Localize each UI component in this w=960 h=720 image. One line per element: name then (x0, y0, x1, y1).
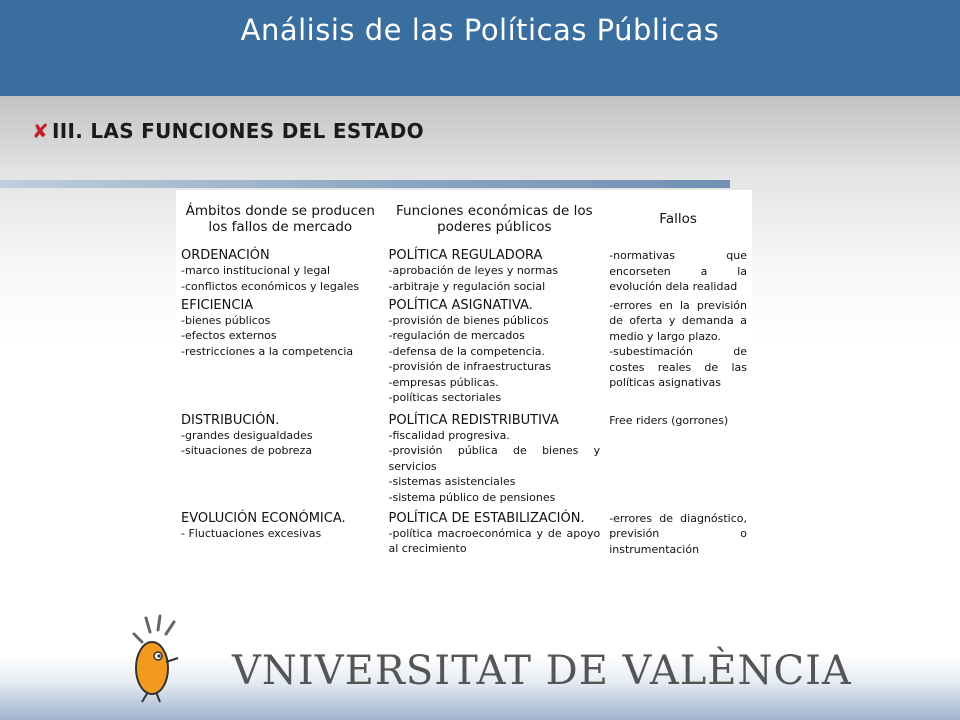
funcion-title: POLÍTICA REDISTRIBUTIVA (388, 412, 559, 428)
table-row (177, 410, 752, 508)
fallos-cell (605, 295, 752, 410)
table-header-ambitos: Ámbitos donde se producen los fallos de mercado (177, 191, 385, 246)
university-logo: VNIVERSITAT DE VALÈNCIA (232, 648, 852, 694)
ambito-item: -marco institucional y legal (181, 264, 331, 277)
ambito-item: -restricciones a la competencia (181, 344, 354, 358)
fallos-cell (605, 410, 752, 508)
x-bullet-icon: ✘ (32, 119, 49, 143)
funcion-item: -empresas públicas. (388, 375, 499, 389)
divider-rule (0, 180, 730, 188)
ambito-item: -situaciones de pobreza (181, 444, 313, 457)
table-row (177, 246, 752, 296)
ambito-title: DISTRIBUCIÓN. (181, 412, 280, 428)
functions-table (176, 190, 752, 575)
ambito-cell (177, 410, 385, 508)
funcion-item: -política macroeconómica y de apoyo al crecimiento (388, 526, 601, 555)
funcion-cell (384, 295, 605, 410)
funcion-item: -políticas sectoriales (388, 391, 502, 404)
funcion-item: -provisión pública de bienes y servicios (388, 444, 601, 473)
functions-table-container (176, 190, 752, 598)
funcion-item: -defensa de la competencia. (388, 344, 545, 358)
funcion-item: -fiscalidad progresiva. (388, 428, 510, 442)
title-bar (0, 0, 960, 96)
ambito-title: EVOLUCIÓN ECONÓMICA. (181, 510, 346, 526)
ambito-item: -bienes públicos (181, 313, 271, 327)
ambito-item: -efectos externos (181, 329, 277, 342)
ambito-item: -grandes desigualdades (181, 428, 313, 442)
ambito-cell (177, 508, 385, 574)
funcion-title: POLÍTICA REGULADORA (388, 248, 543, 263)
section-heading (32, 118, 424, 144)
table-header-funciones: Funciones económicas de los poderes públicos (384, 191, 605, 246)
funcion-title: POLÍTICA ASIGNATIVA. (388, 297, 533, 313)
fallos-item: -errores de diagnóstico, previsión o instrumentación (609, 511, 747, 556)
funcion-item: -provisión de infraestructuras (388, 360, 552, 373)
fallos-item: -normativas que encorseten a la evolución dela realidad (609, 249, 747, 293)
funcion-cell (384, 508, 605, 574)
funcion-item: -sistemas asistenciales (388, 475, 516, 488)
slide-title: Análisis de las Políticas Públicas (240, 13, 720, 47)
mascot-icon (128, 612, 192, 708)
ambito-cell (177, 295, 385, 410)
funcion-cell (384, 246, 605, 296)
fallos-item: Free riders (gorrones) (609, 413, 729, 427)
fallos-cell (605, 246, 752, 296)
fallos-cell (605, 508, 752, 574)
funcion-item: -aprobación de leyes y normas (388, 264, 559, 277)
table-row (177, 295, 752, 410)
funcion-item: -sistema público de pensiones (388, 490, 556, 504)
funcion-cell (384, 410, 605, 508)
table-header-fallos: Fallos (605, 191, 752, 246)
ambito-title: ORDENACIÓN (181, 248, 270, 263)
funcion-item: -regulación de mercados (388, 329, 525, 342)
fallos-item: -subestimación de costes reales de las políticas asignativas (609, 345, 747, 389)
ambito-cell (177, 246, 385, 296)
ambito-item: - Fluctuaciones excesivas (181, 526, 322, 540)
table-row (177, 508, 752, 574)
funcion-item: -provisión de bienes públicos (388, 313, 549, 327)
funcion-title: POLÍTICA DE ESTABILIZACIÓN. (388, 510, 585, 526)
section-heading-text: III. LAS FUNCIONES DEL ESTADO (52, 119, 424, 143)
ambito-item: -conflictos económicos y legales (181, 279, 360, 293)
funcion-item: -arbitraje y regulación social (388, 279, 546, 293)
ambito-title: EFICIENCIA (181, 297, 254, 313)
fallos-item: -errores en la previsión de oferta y demanda a medio y largo plazo. (609, 298, 747, 343)
